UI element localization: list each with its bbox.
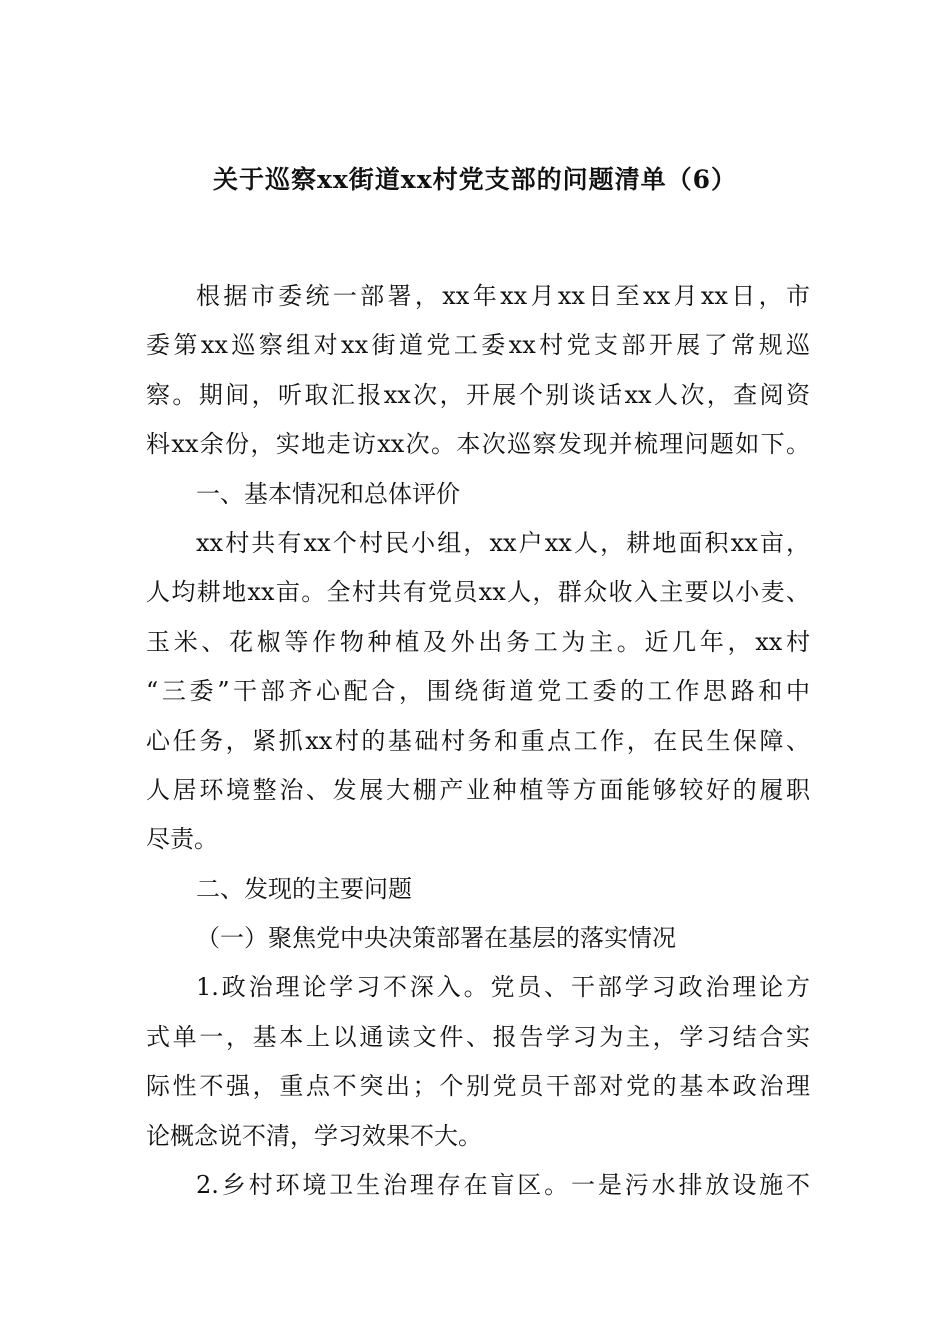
paragraph-intro-line-1: 根据市委统一部署，xx年xx月xx日至xx月xx日，市 bbox=[196, 282, 810, 310]
paragraph-basic-line-5: 心任务，紧抓xx村的基础村务和重点工作，在民生保障、 bbox=[146, 726, 810, 755]
paragraph-intro-line-4: 料xx余份，实地走访xx次。本次巡察发现并梳理问题如下。 bbox=[146, 430, 810, 459]
paragraph-item-1-line-1: 1.政治理论学习不深入。党员、干部学习政治理论方 bbox=[196, 973, 810, 1002]
subsection-heading-1: （一）聚焦党中央决策部署在基层的落实情况 bbox=[196, 924, 676, 953]
paragraph-item-1-line-4: 论概念说不清，学习效果不大。 bbox=[146, 1121, 482, 1150]
section-heading-2: 二、发现的主要问题 bbox=[196, 874, 412, 903]
paragraph-item-2-line-1: 2.乡村环境卫生治理存在盲区。一是污水排放设施不 bbox=[196, 1171, 810, 1200]
paragraph-basic-line-2: 人均耕地xx亩。全村共有党员xx人，群众收入主要以小麦、 bbox=[146, 578, 810, 607]
paragraph-basic-line-1: xx村共有xx个村民小组，xx户xx人，耕地面积xx亩， bbox=[196, 528, 810, 557]
paragraph-basic-line-7: 尽责。 bbox=[146, 825, 218, 854]
paragraph-basic-line-4: “三委”干部齐心配合，围绕街道党工委的工作思路和中 bbox=[146, 677, 810, 706]
document-title: 关于巡察xx街道xx村党支部的问题清单（6） bbox=[212, 165, 738, 194]
section-heading-1: 一、基本情况和总体评价 bbox=[196, 479, 460, 508]
paragraph-basic-line-6: 人居环境整治、发展大棚产业种植等方面能够较好的履职 bbox=[146, 775, 810, 804]
document-body bbox=[146, 272, 810, 1210]
paragraph-item-1-line-2: 式单一，基本上以通读文件、报告学习为主，学习结合实 bbox=[146, 1022, 810, 1051]
paragraph-intro-line-2: 委第xx巡察组对xx街道党工委xx村党支部开展了常规巡 bbox=[146, 331, 810, 360]
paragraph-intro-line-3: 察。期间，听取汇报xx次，开展个别谈话xx人次，查阅资 bbox=[146, 380, 810, 409]
paragraph-item-1-line-3: 际性不强，重点不突出；个别党员干部对党的基本政治理 bbox=[146, 1072, 810, 1101]
paragraph-basic-line-3: 玉米、花椒等作物种植及外出务工为主。近几年，xx村 bbox=[146, 627, 810, 656]
